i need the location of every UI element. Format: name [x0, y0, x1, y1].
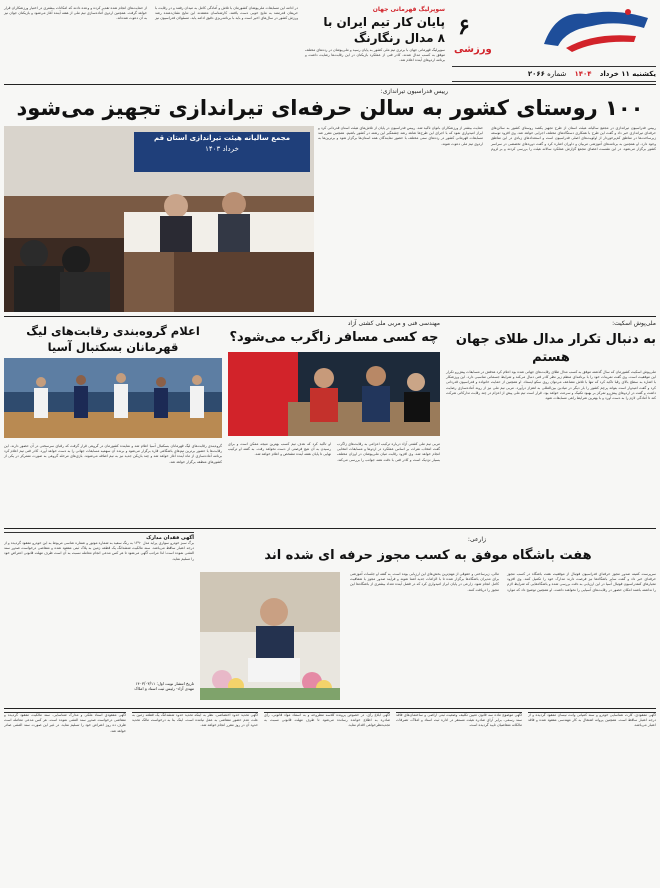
masthead-dateline [452, 66, 656, 82]
divider [4, 316, 656, 317]
ad-block: آگهی موضوع ماده سه قانون تعیین تکلیف وضعیت ثبتی اراضی و ساختمان‌های فاقد سند رسمی. برابر آرای صادره هیئت مستقر در اداره ثبت اسناد و املاک، تصرفات مالکانه متقاضیان تایید گردیده است. [396, 712, 522, 884]
league-title-2: قهرمانان بسکتبال آسیا [47, 340, 179, 354]
ad-block: آگهی ابلاغ رأی. در خصوص پرونده کلاسه مطروحه و به استناد مواد قانونی، رأی صادره به اطلاع خوانده رسانده می‌شود تا ظرف مهلت قانونی نسبت به تجدیدنظرخواهی اقدام نماید. [264, 712, 390, 884]
section-label: ورزشی [454, 44, 492, 55]
ad-footer: مهدی آزاد- رئیس ثبت اسناد و املاک [134, 686, 194, 691]
clubs-kicker: زارعی: [467, 536, 486, 543]
wrestling-headline: چه کسی مسافر زاگرب می‌شود؟ [229, 330, 439, 345]
ad-block: آگهی مفقودی اسناد ملکی و مدارک شناسایی. سند مالکیت مفقود گردیده و متقاضی درخواست صدور سند المثنی نموده است. هر کس مدعی معامله است ظرف ده روز اعتراض خود را تسلیم نماید. در غیر این صورت سند المثنی صادر خواهد شد. [4, 712, 126, 884]
photo-banner-line1: مجمع سالیانه هیئت تیراندازی استان قم [153, 134, 291, 142]
clubs-photo [200, 572, 340, 700]
gold-story-body: ملی‌پوش اسکیت کشورمان که سال گذشته موفق به کسب مدال طلای رقابت‌های جهانی شده بود اعلام کرد هدفش در مسابقات پیش‌رو تکرار این موفقیت است. وی گفت تمرینات خود را با برنامه‌ای منظم زیر نظر کادر فنی دنبال می‌کند و شرایط جسمانی مناسبی دارد. این ورزشکار با اشاره به سطح بالای رقبا تاکید کرد که تنها با تلاش مضاعف می‌توان روی سکو ایستاد. او همچنین از حمایت خانواده و فدراسیون قدردانی کرد و گفت امیدوار است بتواند پرچم کشور را بار دیگر در میادین بین‌المللی به اهتزاز درآورد. مربی تیم ملی نیز از روند آماده‌سازی رضایت داشت و گفت در اردوهای پیش‌رو تمرکز بر بهبود تکنیک و سرعت خواهد بود. قرار است تیم ملی پیش از اعزام در چند رقابت تدارکاتی شرکت کند تا آمادگی لازم را به دست آورد و با بهترین شرایط راهی مسابقات شود. [446, 370, 656, 401]
main-story-headline: ۱۰۰ روستای کشور به سالن حرفه‌ای تیراندازی تجهیز می‌شود [16, 96, 644, 120]
wrestling-body: مربی تیم ملی کشتی آزاد درباره ترکیب اعزامی به رقابت‌های زاگرب گفت انتخاب نفرات بر اساس عملکرد در اردوها و مسابقات انتخابی انجام خواهد شد. وی افزود رقابت میان ملی‌پوشان در اوزان مختلف بسیار نزدیک است و کادر فنی با دقت همه جوانب را بررسی می‌کند. او تاکید کرد که هدف تیم کسب بهترین نتیجه ممکن است و برای رسیدن به آن هیچ فرصتی از دست نخواهد رفت. به گفته او ترکیب نهایی تا پایان هفته آینده مشخص و اعلام خواهد شد. [228, 442, 440, 462]
issue-date: یکشنبه ۱۱ خرداد [599, 70, 656, 78]
gold-story [446, 318, 656, 524]
photo-banner [136, 134, 308, 153]
ad-block: آگهی مفقودی. کارت شناسایی خودرو و سند کمپانی وانت نیسان مفقود گردیده و از درجه اعتبار ساقط است. همچنین پروانه اشتغال به کار مهندسی مفقود شده و فاقد اعتبار می‌باشد. [528, 712, 656, 884]
ad-block: آگهی تحدید حدود اختصاصی. نظر به اینکه تحدید حدود ششدانگ یک قطعه زمین به علت عدم حضور متقاضی به عمل نیامده است، اینک بنا به درخواست مالک تحدید حدود آن در روز مقرر انجام خواهد شد. [132, 712, 258, 884]
top-left-columns: در ادامه این مسابقات ملی‌پوشان کشورمان با تلاش و آمادگی کامل به میدان رفتند و در رقابت با حریفان قدرتمند به نتایج خوبی دست یافتند. کارشناسان معتقدند این نتایج نشان‌دهنده رشد ورزش کشور در سال‌های اخیر است و باید با برنامه‌ریزی دقیق ادامه یابد. مسئولان فدراسیون نیز از حمایت‌های انجام شده تقدیر کرده و وعده دادند که امکانات بیشتری در اختیار ورزشکاران قرار خواهد گرفت. همچنین اردوی آماده‌سازی تیم ملی از هفته آینده آغاز می‌شود و بازیکنان جوان نیز به آن دعوت شده‌اند. [4, 6, 298, 21]
league-photo [4, 358, 222, 438]
masthead-logo [536, 4, 656, 54]
divider [4, 708, 656, 709]
ad-block [4, 532, 194, 704]
clubs-story [200, 532, 656, 704]
main-story-kicker: رییس فدراسیون تیراندازی: [380, 88, 448, 95]
page-number: ۶ [458, 14, 470, 40]
wrestling-kicker: مهندسی فنی و مربی ملی کشتی آزاد [347, 320, 440, 327]
league-story [4, 318, 222, 524]
wrestling-story [228, 318, 440, 524]
ad-date: تاریخ انتشار نوبت اول: ۱۴۰۳/۰۳/۱۱ [135, 681, 194, 686]
gold-story-title-1: به دنبال تکرار مدال طلای جهان [455, 332, 656, 347]
clubs-body: سرپرست کمیته صدور مجوز حرفه‌ای فدراسیون فوتبال از موفقیت هفت باشگاه در کسب مجوز حرفه‌ای خبر داد و گفت سایر باشگاه‌ها نیز فرصت دارند مدارک خود را تکمیل کنند. وی افزود معیارهای کنفدراسیون فوتبال آسیا در این ارزیابی به دقت بررسی شده و باشگاه‌هایی که شرایط لازم را نداشته باشند امکان حضور در رقابت‌های آسیایی را نخواهند داشت. او همچنین توضیح داد که موارد مالی، زیرساختی و حقوقی از مهم‌ترین بخش‌های این ارزیابی بوده است. به گفته او جلسات آموزشی برای مدیران باشگاه‌ها برگزار شده تا با الزامات جدید آشنا شوند و فرآیند صدور مجوز با شفافیت کامل انجام شود. زارعی در پایان ابراز امیدواری کرد که در فصل آینده تعداد بیشتری از باشگاه‌ها این مجوز را دریافت کنند. [350, 572, 656, 592]
clubs-headline: هفت باشگاه موفق به کسب مجوز حرفه ای شده اند [264, 548, 592, 563]
gold-story-title-2: هستم [532, 350, 570, 365]
main-story-photo [4, 126, 314, 312]
league-body: گروه‌بندی رقابت‌های لیگ قهرمانان بسکتبال آسیا اعلام شد و نماینده کشورمان در گروهی قرار گرفت که رقبای سرسختی در آن حضور دارند. این رقابت‌ها با حضور برترین تیم‌های باشگاهی قاره برگزار می‌شود و برنده آن سهمیه مسابقات جهانی را به دست خواهد آورد. کادر فنی تیم اعلام کرد برنامه آماده‌سازی از ماه آینده آغاز خواهد شد و چند بازیکن جدید نیز به تیم اضافه می‌شوند. بازی‌های مرحله گروهی به صورت متمرکز در یکی از کشورهای منطقه برگزار خواهد شد. [4, 444, 222, 464]
top-story-title-2: ۸ مدال رنگارنگ [353, 31, 445, 45]
top-story-body: سوپرلیگ قهرمانی جهان با برتری تیم ملی کشور به پایان رسید و ملی‌پوشان در رده‌های مختلف موفق به کسب مدال شدند. کادر فنی از عملکرد بازیکنان در این رقابت‌ها رضایت داشت و برنامه اردوهای آینده اعلام شد. [305, 48, 445, 63]
issue-label: شماره [547, 70, 567, 78]
issue-number: ۲۰۶۶ [527, 70, 545, 78]
top-story-title-1: پایان کار تیم ایران با [323, 15, 445, 29]
ad-body: برگ سبز خودرو سواری پراید مدل ۱۳۹۰ به رنگ سفید به شماره موتور و شماره شاسی مربوط به این خودرو مفقود گردیده و از درجه اعتبار ساقط می‌باشد. سند مالکیت ششدانگ یک قطعه زمین به پلاک ثبتی مفقود شده و متقاضی درخواست صدور سند المثنی نموده است؛ لذا مراتب آگهی می‌شود تا هر کس مدعی انجام معامله نسبت به آن است ظرف مهلت قانونی اعتراض خود را تسلیم نماید. [4, 541, 194, 561]
main-story-body: رییس فدراسیون تیراندازی در مجمع سالیانه هیئت استان از طرح تجهیز یکصد روستای کشور به سالن‌های حرفه‌ای تیراندازی خبر داد و گفت این طرح با همکاری دستگاه‌های مختلف اجرایی خواهد شد. وی افزود توسعه زیرساخت‌ها در مناطق کم‌برخوردار از اولویت‌های اصلی فدراسیون است و استعدادهای زیادی در این مناطق وجود دارد. او همچنین به برنامه‌های آموزشی مربیان و داوران اشاره کرد و گفت دوره‌های تخصصی در سراسر کشور برگزار می‌شود. در این نشست اعضای مجمع گزارش عملکرد سالانه هیئت را بررسی کردند و بر لزوم حمایت بیشتر از ورزشکاران بانوان تاکید شد. رییس فدراسیون در پایان از تلاش‌های هیئت استان قدردانی کرد و ابراز امیدواری نمود که با اجرای این طرح‌ها شاهد رشد چشمگیر این رشته در کشور باشیم. همچنین مقرر شد مسابقات قهرمانی کشور در رده‌های سنی مختلف با حضور نمایندگان همه استان‌ها برگزار شود و برترین‌ها به اردوی تیم ملی دعوت شوند. [318, 126, 656, 151]
issue-year: ۱۴۰۴ [574, 70, 592, 78]
top-story-kicker: سوپرلیگ قهرمانی جهان [372, 6, 445, 13]
divider [4, 528, 656, 529]
masthead [452, 4, 656, 82]
top-story [305, 6, 445, 82]
wrestling-photo [228, 352, 440, 436]
gold-story-kicker: ملی‌پوش اسکیت: [612, 320, 656, 327]
league-title-1: اعلام گروه‌بندی رقابت‌های لیگ [26, 324, 200, 338]
photo-banner-line2: خرداد ۱۴۰۳ [205, 145, 239, 153]
ad-heading: آگهی فقدان مدارک [146, 535, 194, 541]
divider [4, 84, 656, 85]
